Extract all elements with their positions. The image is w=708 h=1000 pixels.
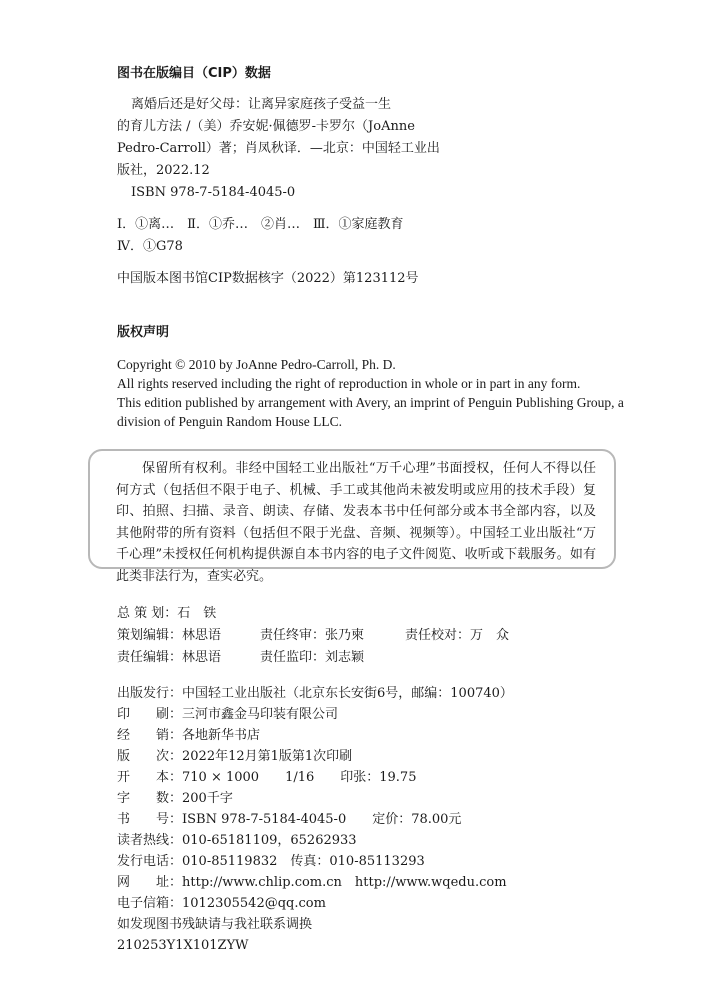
pub-label: 出版发行： [117, 686, 183, 701]
copyright-line-4: division of Penguin Random House LLC. [117, 414, 342, 429]
credit-print-supervisor-label: 责任监印： [260, 650, 326, 665]
pub-word-count [117, 788, 233, 810]
pub-value: 1012305542@qq.com [182, 896, 326, 911]
credit-planning-editor [117, 625, 221, 647]
cip-line-1: 离婚后还是好父母：让离异家庭孩子受益一生 [131, 97, 392, 112]
cip-heading: 图书在版编目（CIP）数据 [117, 66, 271, 81]
pub-website [117, 872, 507, 894]
credit-print-supervisor-value: 刘志颖 [325, 650, 365, 665]
pub-printer [117, 704, 338, 726]
pub-sales-phone [117, 851, 425, 873]
pub-email [117, 893, 326, 915]
pub-reader-hotline [117, 830, 357, 852]
pub-value: 中国轻工业出版社（北京东长安街6号，邮编：100740） [182, 686, 513, 701]
pub-label: 电子信箱： [117, 896, 183, 911]
pub-label: 字 数： [117, 791, 183, 806]
pub-value: 2022年12月第1版第1次印刷 [182, 749, 353, 764]
copyright-line-2: All rights reserved including the right of reproduction in whole or in part in any form. [117, 376, 581, 391]
credit-proofreader [405, 625, 509, 647]
pub-isbn-price [117, 809, 461, 831]
credit-proofreader-label: 责任校对： [405, 628, 471, 643]
pub-value: 各地新华书店 [182, 728, 261, 743]
pub-value: ISBN 978-7-5184-4045-0 定价：78.00元 [182, 812, 462, 827]
credit-final-review-label: 责任终审： [260, 628, 326, 643]
pub-value: 010-65181109，65262933 [182, 833, 357, 848]
pub-value: 三河市鑫金马印装有限公司 [182, 707, 339, 722]
pub-value: 710 × 1000 1/16 印张：19.75 [182, 770, 417, 785]
cip-line-2: 的育儿方法 /（美）乔安妮·佩德罗-卡罗尔（JoAnne [117, 119, 415, 134]
credit-responsible-editor [117, 647, 221, 669]
cip-line-4: 版社，2022.12 [117, 163, 210, 178]
pub-label: 发行电话： [117, 854, 183, 869]
copyright-heading: 版权声明 [117, 325, 170, 340]
pub-label: 印 刷： [117, 707, 183, 722]
pub-label: 书 号： [117, 812, 183, 827]
credit-final-review-value: 张乃柬 [325, 628, 365, 643]
cip-line-3: Pedro-Carroll）著；肖凤秋译．—北京：中国轻工业出 [117, 141, 440, 156]
credit-responsible-editor-value: 林思语 [182, 650, 222, 665]
product-code: 210253Y1X101ZYW [117, 938, 249, 953]
pub-value: http://www.chlip.com.cn http://www.wqedu.com [182, 875, 507, 890]
pub-value: 200千字 [182, 791, 233, 806]
cip-number: 中国版本图书馆CIP数据核字（2022）第123112号 [117, 271, 419, 286]
pub-value: 010-85119832 传真：010-85113293 [182, 854, 425, 869]
pub-edition [117, 746, 352, 768]
credit-planning-editor-value: 林思语 [182, 628, 222, 643]
copyright-line-3: This edition published by arrangement with Avery, an imprint of Penguin Publishing Group, a [117, 395, 624, 410]
credit-proofreader-value: 万 众 [470, 628, 510, 643]
pub-label: 网 址： [117, 875, 183, 890]
cip-classification-1: Ⅰ．①离… Ⅱ．①乔… ②肖… Ⅲ．①家庭教育 [117, 217, 404, 232]
copyright-line-1: Copyright © 2010 by JoAnne Pedro-Carroll, Ph. D. [117, 357, 396, 372]
pub-label: 版 次： [117, 749, 183, 764]
pub-distributor [117, 725, 260, 747]
credit-final-review [260, 625, 364, 647]
pub-label: 读者热线： [117, 833, 183, 848]
credit-chief-planner-label: 总 策 划： [117, 606, 178, 621]
rights-notice-text: 保留所有权利。非经中国轻工业出版社“万千心理”书面授权，任何人不得以任何方式（包括但不限于电子、机械、手工或其他尚未被发明或应用的技术手段）复印、拍照、扫描、录音、朗读、存储、发表本书中任何部分或本书全部内容，以及其他附带的所有资料（包括但不限于光盘、音频、视频等）。中国轻工业出版社“万千心理”未授权任何机构提供源自本书内容的电子文件阅览、收听或下载服务。如有此类非法行为，查实必究。 [116, 461, 596, 584]
credit-chief-planner [117, 603, 216, 625]
credit-print-supervisor [260, 647, 364, 669]
cip-classification-2: Ⅳ．①G78 [117, 239, 183, 254]
cip-isbn: ISBN 978-7-5184-4045-0 [131, 185, 296, 200]
credit-responsible-editor-label: 责任编辑： [117, 650, 183, 665]
credit-chief-planner-value: 石 铁 [177, 606, 217, 621]
pub-publisher [117, 683, 513, 705]
pub-format [117, 767, 416, 789]
credit-planning-editor-label: 策划编辑： [117, 628, 183, 643]
exchange-note: 如发现图书残缺请与我社联系调换 [117, 917, 313, 932]
pub-label: 开 本： [117, 770, 183, 785]
pub-label: 经 销： [117, 728, 183, 743]
